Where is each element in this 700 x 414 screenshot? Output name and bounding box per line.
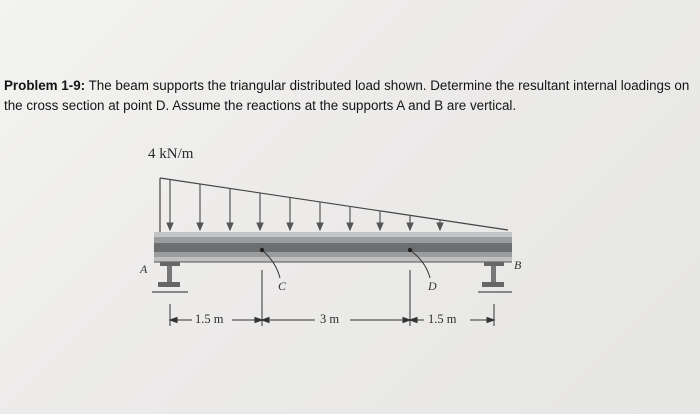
load-intensity-label: 4 kN/m: [148, 146, 194, 162]
load-arrow-head: [167, 223, 173, 230]
load-profile-line: [160, 178, 508, 230]
load-arrow-head: [257, 223, 263, 230]
problem-text: The beam supports the triangular distributed load shown. Determine the resultant internal loadings on the cross section at point D. Assume the reactions at the supports A and B are vertical.: [4, 78, 690, 113]
load-arrow-head: [407, 223, 413, 230]
point-c-label: C: [278, 279, 287, 293]
dimension-right: 1.5 m: [428, 312, 457, 326]
load-arrow-head: [197, 223, 203, 230]
load-arrow-head: [347, 223, 353, 230]
dimension-middle: 3 m: [320, 312, 340, 326]
load-arrows: [167, 179, 443, 230]
point-d-label: D: [428, 279, 437, 293]
load-arrow-head: [377, 223, 383, 230]
load-arrow-head: [317, 223, 323, 230]
problem-number: Problem 1-9:: [4, 78, 86, 93]
support-a: [152, 262, 188, 292]
point-b-label: B: [514, 258, 522, 272]
dimension-left: 1.5 m: [195, 312, 224, 326]
point-a-label: A: [140, 262, 148, 276]
support-b: [478, 262, 512, 292]
load-arrow-head: [227, 223, 233, 230]
load-arrow-head: [287, 223, 293, 230]
load-arrow-head: [437, 223, 443, 230]
